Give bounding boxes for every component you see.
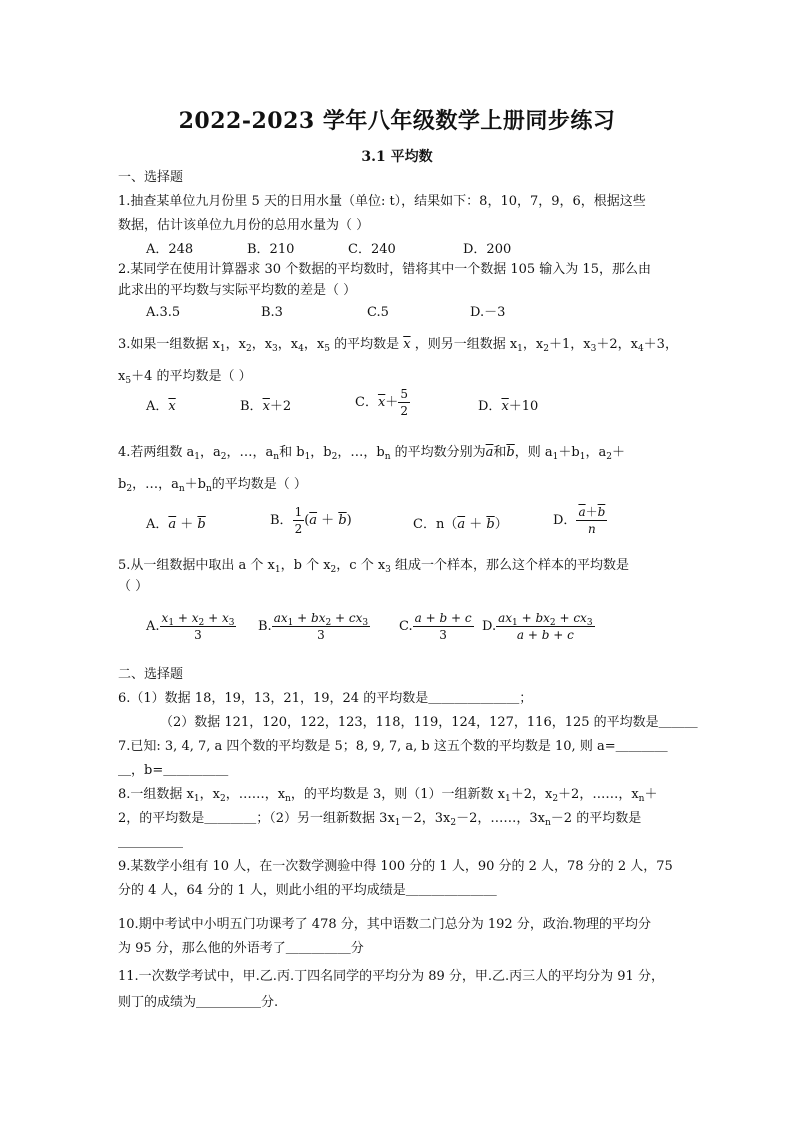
question-4-option-c: C．$n(\overline{a} + \overline{b})$ bbox=[413, 517, 508, 532]
question-4-line-2: $b_2$，…，$a_n+b_n$的平均数是（ ） bbox=[118, 477, 307, 494]
question-6-line-1: 6.（1）数据 18，19，13，21，19，24 的平均数是＿＿＿＿＿＿＿； bbox=[118, 691, 533, 706]
question-5-line-1: 5.从一组数据中取出 a 个 $x_1$，b 个 $x_2$，c 个 $x_3$ 组成一个样本，那么这个样本的平均数是 bbox=[118, 558, 630, 575]
question-4-option-b: B． $\frac{1}{2}$ $(\overline{a} + \overline{b})$ bbox=[270, 505, 352, 536]
question-2-option-b: B.3 bbox=[261, 305, 283, 320]
question-3-option-a: A．$\overline{x}$ bbox=[146, 399, 176, 414]
page-subtitle: 3.1 平均数 bbox=[361, 149, 433, 165]
question-3-option-c: C．$\overline{x}+$ $\frac{5}{2}$ bbox=[355, 387, 408, 418]
question-11-line-1: 11.一次数学考试中，甲.乙.丙.丁四名同学的平均分为 89 分，甲.乙.丙三人的平均分为 91 分， bbox=[118, 969, 664, 984]
question-5-option-c: C. $\frac{a + b + c}{3}$ bbox=[399, 611, 472, 642]
question-3-line-1: 3.如果一组数据 $x_1$，$x_2$，$x_3$，$x_4$，$x_5$ 的平均数是 $\overline{x}$ ，则另一组数据 $x_1$，$x_2+1$，$x_3+2$，$x_4+3$， bbox=[118, 337, 678, 354]
question-2-line-2: 此求出的平均数与实际平均数的差是（ ） bbox=[118, 283, 357, 298]
question-11-line-2: 则丁的成绩为＿＿＿＿＿分. bbox=[118, 995, 279, 1010]
question-1-option-a: A．248 bbox=[146, 242, 194, 257]
question-3-line-2: $x_5+4$ 的平均数是（ ） bbox=[118, 369, 252, 386]
question-2-option-a: A.3.5 bbox=[146, 305, 181, 320]
question-4-line-1: 4.若两组数 $a_1$，$a_2$，…，$a_n$和 $b_1$，$b_2$，…，$b_n$ 的平均数分别为$\overline{a}$和$\overline{b}$，则 $a_1+b_1$，$a_2+$ bbox=[118, 445, 625, 462]
question-5-option-b: B. $\frac{ax_1 + bx_2 + cx_3}{3}$ bbox=[258, 611, 369, 642]
question-1-line-2: 数据，估计该单位九月份的总用水量为（ ） bbox=[118, 218, 370, 233]
question-9-line-2: 分的 4 人，64 分的 1 人，则此小组的平均成绩是＿＿＿＿＿＿＿ bbox=[118, 883, 497, 898]
question-8-line-2: 2，的平均数是＿＿＿＿；（2）另一组新数据 $3x_1-2$，$3x_2-2$，……，$3x_n-2$ 的平均数是 bbox=[118, 811, 642, 828]
question-4-option-d: D． $\frac{\overline{a}+\overline{b}}{n}$ bbox=[553, 505, 606, 536]
question-5-option-a: A. $\frac{x_1 + x_2 + x_3}{3}$ bbox=[146, 611, 235, 642]
question-6-line-2: （2）数据 121，120，122，123，118，119，124，127，116，125 的平均数是＿＿＿ bbox=[160, 715, 698, 730]
question-2-option-c: C.5 bbox=[367, 305, 389, 320]
question-4-option-a: A．$\overline{a} + \overline{b}$ bbox=[146, 517, 206, 532]
question-1-option-b: B．210 bbox=[247, 242, 295, 257]
question-7-line-2: ＿，b=＿＿＿＿＿ bbox=[118, 763, 229, 778]
question-10-line-1: 10.期中考试中小明五门功课考了 478 分，其中语数二门总分为 192 分，政治.物理的平均分 bbox=[118, 917, 651, 932]
question-3-option-b: B．$\overline{x}+2$ bbox=[240, 399, 292, 414]
question-7-line-1: 7.已知: 3, 4, 7, a 四个数的平均数是 5；8, 9, 7, a, b 这五个数的平均数是 10, 则 a=＿＿＿＿ bbox=[118, 739, 668, 754]
question-1-line-1: 1.抽查某单位九月份里 5 天的日用水量（单位: t），结果如下：8，10，7，9，6，根据这些 bbox=[118, 194, 646, 209]
question-1-option-c: C．240 bbox=[348, 242, 396, 257]
question-1-option-d: D．200 bbox=[463, 242, 512, 257]
question-5-option-d: D. $\frac{ax_1 + bx_2 + cx_3}{a + b + c}$ bbox=[482, 611, 593, 642]
page-title: 2022-2023 学年八年级数学上册同步练习 bbox=[178, 108, 616, 134]
section-heading-choice: 一、选择题 bbox=[118, 170, 184, 185]
question-2-line-1: 2.某同学在使用计算器求 30 个数据的平均数时，错将其中一个数据 105 输入为 15，那么由 bbox=[118, 262, 651, 277]
question-5-line-2: （ ） bbox=[118, 579, 149, 594]
question-8-line-1: 8.一组数据 $x_1$，$x_2$，……，$x_n$，的平均数是 3，则（1）一组新数 $x_1+2$，$x_2+2$，……，$x_n+$ bbox=[118, 787, 658, 804]
question-2-option-d: D.－3 bbox=[470, 305, 506, 320]
question-9-line-1: 9.某数学小组有 10 人，在一次数学测验中得 100 分的 1 人，90 分的 2 人，78 分的 2 人，75 bbox=[118, 859, 673, 874]
section-heading-fill: 二、选择题 bbox=[118, 667, 184, 682]
question-10-line-2: 为 95 分，那么他的外语考了＿＿＿＿＿分 bbox=[118, 941, 364, 956]
question-3-option-d: D．$\overline{x}+10$ bbox=[478, 399, 539, 414]
question-8-line-3: ＿＿＿＿＿ bbox=[118, 835, 184, 850]
